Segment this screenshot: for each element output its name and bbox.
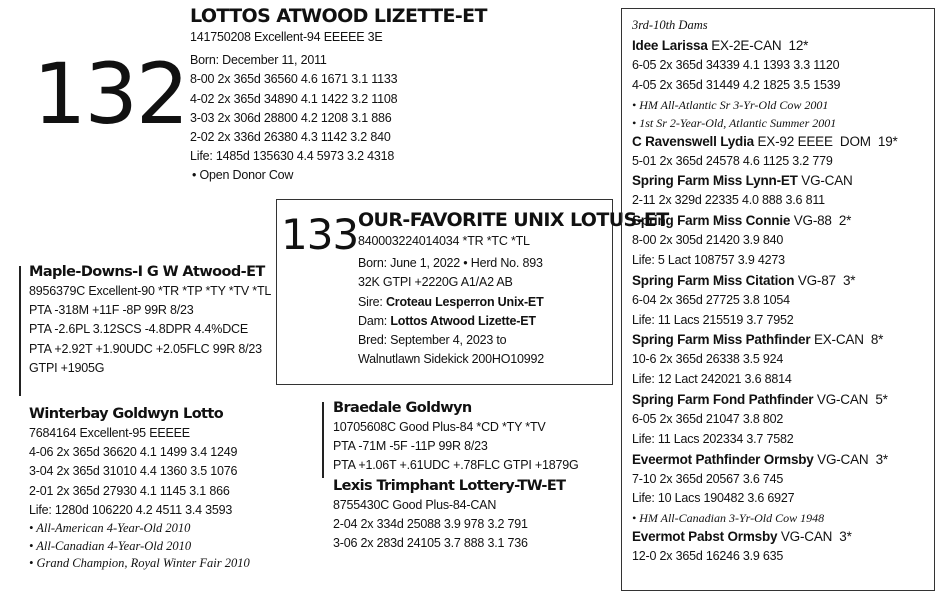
dam-record: 8-00 2x 305d 21420 3.9 840 <box>632 233 784 248</box>
lot132-record: 4-02 2x 365d 34890 4.1 1422 3.2 1108 <box>190 91 398 106</box>
sire-block-line: 8956379C Excellent-90 *TR *TP *TY *TV *TL <box>29 284 272 298</box>
lot132-record: 3-03 2x 306d 28800 4.2 1208 3.1 886 <box>190 110 392 125</box>
sire-name: Croteau Lesperron Unix-ET <box>385 294 544 309</box>
dam-name-row <box>632 450 932 470</box>
dam-record: 6-04 2x 365d 27725 3.8 1054 <box>632 292 790 307</box>
sire-block-name: Maple-Downs-I G W Atwood-ET <box>29 264 265 280</box>
dam-record: Life: 5 Lact 108757 3.9 4273 <box>632 252 785 267</box>
braedale-block <box>333 398 579 553</box>
dam-name-row <box>632 171 932 191</box>
dam-classification: EX-CAN 8* <box>810 332 884 348</box>
lot-number-132: 132 <box>33 45 188 143</box>
pedigree-bracket <box>322 402 324 478</box>
granddam-line: 7684164 Excellent-95 EEEEE <box>29 426 190 440</box>
dam-name: Idee Larissa <box>632 38 708 53</box>
dam-record: 4-05 2x 365d 31449 4.2 1825 3.5 1539 <box>632 77 841 92</box>
dam-name-row <box>632 36 932 56</box>
granddam-honor: • Grand Champion, Royal Winter Fair 2010 <box>29 556 250 571</box>
dam-classification: VG-CAN <box>797 173 853 189</box>
lot133-bred-to: Walnutlawn Sidekick 200HO10992 <box>358 352 545 367</box>
dam-honor: • 1st Sr 2-Year-Old, Atlantic Summer 2001 <box>632 115 837 130</box>
lexis-line: 2-04 2x 334d 25088 3.9 978 3.2 791 <box>333 516 528 531</box>
dam-classification: VG-CAN 5* <box>813 391 888 407</box>
lexis-line: 8755430C Good Plus-84-CAN <box>333 497 497 512</box>
lot132-block <box>190 4 487 186</box>
dam-label: Dam: <box>358 313 388 328</box>
dam-record: 6-05 2x 365d 34339 4.1 1393 3.3 1120 <box>632 58 840 72</box>
sire-block-line: GTPI +1905G <box>29 360 105 375</box>
granddam-line: 3-04 2x 365d 31010 4.4 1360 3.5 1076 <box>29 464 238 479</box>
dam-record: 5-01 2x 365d 24578 4.6 1125 3.2 779 <box>632 153 833 168</box>
dam-name: Spring Farm Fond Pathfinder <box>632 391 814 407</box>
lot133-bred: Bred: September 4, 2023 to <box>358 333 507 348</box>
dam-classification: VG-CAN 3* <box>777 529 852 545</box>
granddam-line: Life: 1280d 106220 4.2 4511 3.4 3593 <box>29 502 233 517</box>
dam-record: 2-11 2x 329d 22335 4.0 888 3.6 811 <box>632 193 825 208</box>
lot133-born: Born: June 1, 2022 • Herd No. 893 <box>358 256 543 271</box>
dam-classification: EX-92 EEEE DOM 19* <box>753 133 898 149</box>
granddam-line: 2-01 2x 365d 27930 4.1 1145 3.1 866 <box>29 483 230 498</box>
lot132-id: 141750208 Excellent-94 EEEEE 3E <box>190 30 383 44</box>
dam-record: 7-10 2x 365d 20567 3.6 745 <box>632 471 784 486</box>
dam-name: Evermot Pabst Ormsby <box>632 529 778 545</box>
lot132-note: • Open Donor Cow <box>192 168 294 183</box>
granddam-honor: • All-Canadian 4-Year-Old 2010 <box>29 538 192 553</box>
braedale-line: PTA -71M -5F -11P 99R 8/23 <box>333 439 488 454</box>
braedale-name: Braedale Goldwyn <box>333 400 472 416</box>
sire-block-line: PTA -318M +11F -8P 99R 8/23 <box>29 303 194 318</box>
sire-block <box>29 262 271 378</box>
lot132-record: 2-02 2x 336d 26380 4.3 1142 3.2 840 <box>190 130 391 145</box>
lot132-name: LOTTOS ATWOOD LIZETTE-ET <box>190 5 487 27</box>
lot132-born: Born: December 11, 2011 <box>190 53 327 68</box>
granddam-name: Winterbay Goldwyn Lotto <box>29 406 224 422</box>
dam-name-row <box>632 132 932 152</box>
dam-classification: VG-87 3* <box>794 272 856 288</box>
dam-honor: • HM All-Canadian 3-Yr-Old Cow 1948 <box>632 511 825 526</box>
dams-header: 3rd-10th Dams <box>632 18 708 32</box>
lot132-record: 8-00 2x 365d 36560 4.6 1671 3.1 1133 <box>190 72 398 87</box>
dam-record: Life: 12 Lact 242021 3.6 8814 <box>632 372 792 387</box>
dam-name-row <box>632 527 932 547</box>
dam-record: Life: 11 Lacs 202334 3.7 7582 <box>632 431 794 446</box>
braedale-line: PTA +1.06T +.61UDC +.78FLC GTPI +1879G <box>333 458 579 473</box>
dam-name: Eveermot Pathfinder Ormsby <box>632 451 814 467</box>
dam-name: Lottos Atwood Lizette-ET <box>390 313 536 328</box>
dam-record: 10-6 2x 365d 26338 3.5 924 <box>632 352 784 367</box>
dam-name-row <box>632 390 932 410</box>
braedale-line: 10705608C Good Plus-84 *CD *TY *TV <box>333 420 546 434</box>
dam-classification: VG-88 2* <box>790 213 852 229</box>
dam-record: 6-05 2x 365d 21047 3.8 802 <box>632 411 784 426</box>
dam-name: Spring Farm Miss Connie <box>632 213 791 229</box>
dam-name-row <box>632 271 932 291</box>
dam-honor: • HM All-Atlantic Sr 3-Yr-Old Cow 2001 <box>632 97 829 112</box>
dams-rows <box>632 36 932 567</box>
dam-record: 12-0 2x 365d 16246 3.9 635 <box>632 549 784 564</box>
sire-label: Sire: <box>358 294 383 309</box>
sire-block-line: PTA +2.92T +1.90UDC +2.05FLC 99R 8/23 <box>29 341 262 356</box>
sire-block-line: PTA -2.6PL 3.12SCS -4.8DPR 4.4%DCE <box>29 322 248 337</box>
granddam-honor: • All-American 4-Year-Old 2010 <box>29 521 191 536</box>
dam-name-row <box>632 211 932 231</box>
lot133-id: 840003224014034 *TR *TC *TL <box>358 234 530 248</box>
lot133-name: OUR-FAVORITE UNIX LOTUS-ET <box>358 209 669 231</box>
lot133-gtpi: 32K GTPI +2220G A1/A2 AB <box>358 275 513 290</box>
dam-name: Spring Farm Miss Lynn-ET <box>632 173 798 189</box>
dam-classification: VG-CAN 3* <box>813 451 888 467</box>
granddam-block <box>29 404 250 573</box>
dam-classification: EX-2E-CAN 12* <box>707 38 809 53</box>
dam-name: Spring Farm Miss Pathfinder <box>632 332 811 348</box>
dam-record: Life: 10 Lacs 190482 3.6 6927 <box>632 491 795 506</box>
pedigree-bracket <box>19 266 21 396</box>
dams-block <box>632 14 932 567</box>
dam-name-row <box>632 330 932 350</box>
lot132-life: Life: 1485d 135630 4.4 5973 3.2 4318 <box>190 149 395 164</box>
granddam-line: 4-06 2x 365d 36620 4.1 1499 3.4 1249 <box>29 445 238 460</box>
lexis-name: Lexis Trimphant Lottery-TW-ET <box>333 477 566 494</box>
dam-record: Life: 11 Lacs 215519 3.7 7952 <box>632 312 794 327</box>
dam-name: C Ravenswell Lydia <box>632 133 754 149</box>
lot-number-133: 133 <box>281 210 359 259</box>
lexis-line: 3-06 2x 283d 24105 3.7 888 3.1 736 <box>333 536 528 551</box>
dam-name: Spring Farm Miss Citation <box>632 272 795 288</box>
